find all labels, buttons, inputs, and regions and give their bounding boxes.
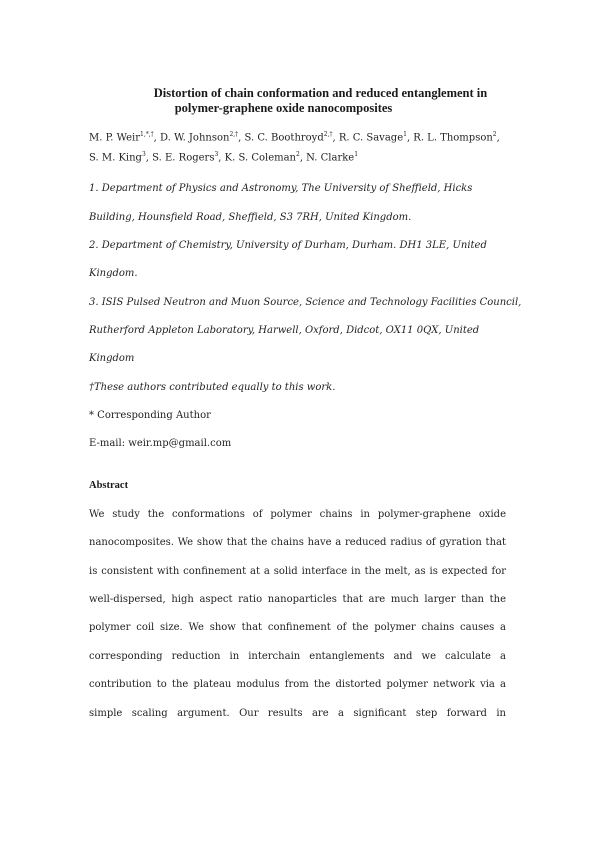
abstract-heading: Abstract [89, 480, 129, 491]
author-affil-marker: 1 [354, 151, 359, 159]
abstract-line: We study the conformations of polymer chains in polymer-graphene oxide [89, 509, 506, 520]
abstract-line: polymer coil size. We show that confinement of the polymer chains causes a [89, 622, 506, 633]
abstract-line: contribution to the plateau modulus from the distorted polymer network via a [89, 679, 506, 690]
author-affil-marker: 2,† [323, 131, 333, 138]
equal-contribution-note: †These authors contributed equally to this work. [89, 382, 336, 393]
author-affil-marker: 3 [141, 151, 146, 159]
abstract-line: nanocomposites. We show that the chains have a reduced radius of gyration that [89, 537, 506, 548]
author-name: , R. L. Thompson [406, 132, 493, 144]
author-affil-marker: 2,† [229, 131, 239, 138]
author-line-1 [89, 126, 519, 146]
author-name: , K. S. Coleman [218, 152, 296, 164]
affiliation-line: 2. Department of Chemistry, University of Durham, Durham. DH1 3LE, United [89, 240, 487, 251]
affiliation-line: 3. ISIS Pulsed Neutron and Muon Source, Science and Technology Facilities Council, [89, 297, 522, 308]
author-affil-marker: 2 [296, 151, 300, 159]
author-affil-marker: 1 [403, 131, 407, 138]
author-affil-marker: 2 [492, 131, 497, 138]
author-affil-marker: 1,*,† [140, 131, 154, 138]
author-name: M. P. Weir [89, 132, 141, 144]
affiliation-line: Rutherford Appleton Laboratory, Harwell, Oxford, Didcot, OX11 0QX, United [89, 325, 480, 336]
author-list [89, 126, 519, 167]
abstract-line: corresponding reduction in interchain entanglements and we calculate a [89, 651, 506, 662]
abstract-line: is consistent with confinement at a solid interface in the melt, as is expected for [89, 566, 506, 577]
author-name: , D. W. Johnson [153, 132, 230, 144]
title-line-2: polymer-graphene oxide nanocomposites [174, 101, 393, 115]
author-name: , N. Clarke [299, 152, 355, 164]
paper-title [60, 86, 535, 116]
author-line-2 [89, 146, 519, 166]
affiliation-line: 1. Department of Physics and Astronomy, The University of Sheffield, Hicks [89, 183, 473, 194]
author-separator: , [496, 132, 500, 144]
abstract-line: well-dispersed, high aspect ratio nanoparticles that are much larger than the [89, 594, 506, 605]
author-name: , S. E. Rogers [145, 152, 215, 164]
title-line-1: Distortion of chain conformation and reduced entanglement in [153, 86, 488, 100]
affiliation-line: Building, Hounsfield Road, Sheffield, S3 7RH, United Kingdom. [89, 212, 412, 223]
abstract-line: simple scaling argument. Our results are a significant step forward in [89, 708, 506, 719]
author-name: S. M. King [89, 152, 142, 164]
affiliation-line: Kingdom [89, 353, 135, 364]
author-name: , R. C. Savage [332, 132, 404, 144]
author-affil-marker: 3 [214, 151, 219, 159]
author-name: , S. C. Boothroyd [238, 132, 324, 144]
contact-email[interactable]: E-mail: weir.mp@gmail.com [89, 438, 232, 449]
affiliation-line: Kingdom. [89, 268, 138, 279]
corresponding-author-note: * Corresponding Author [89, 410, 211, 421]
